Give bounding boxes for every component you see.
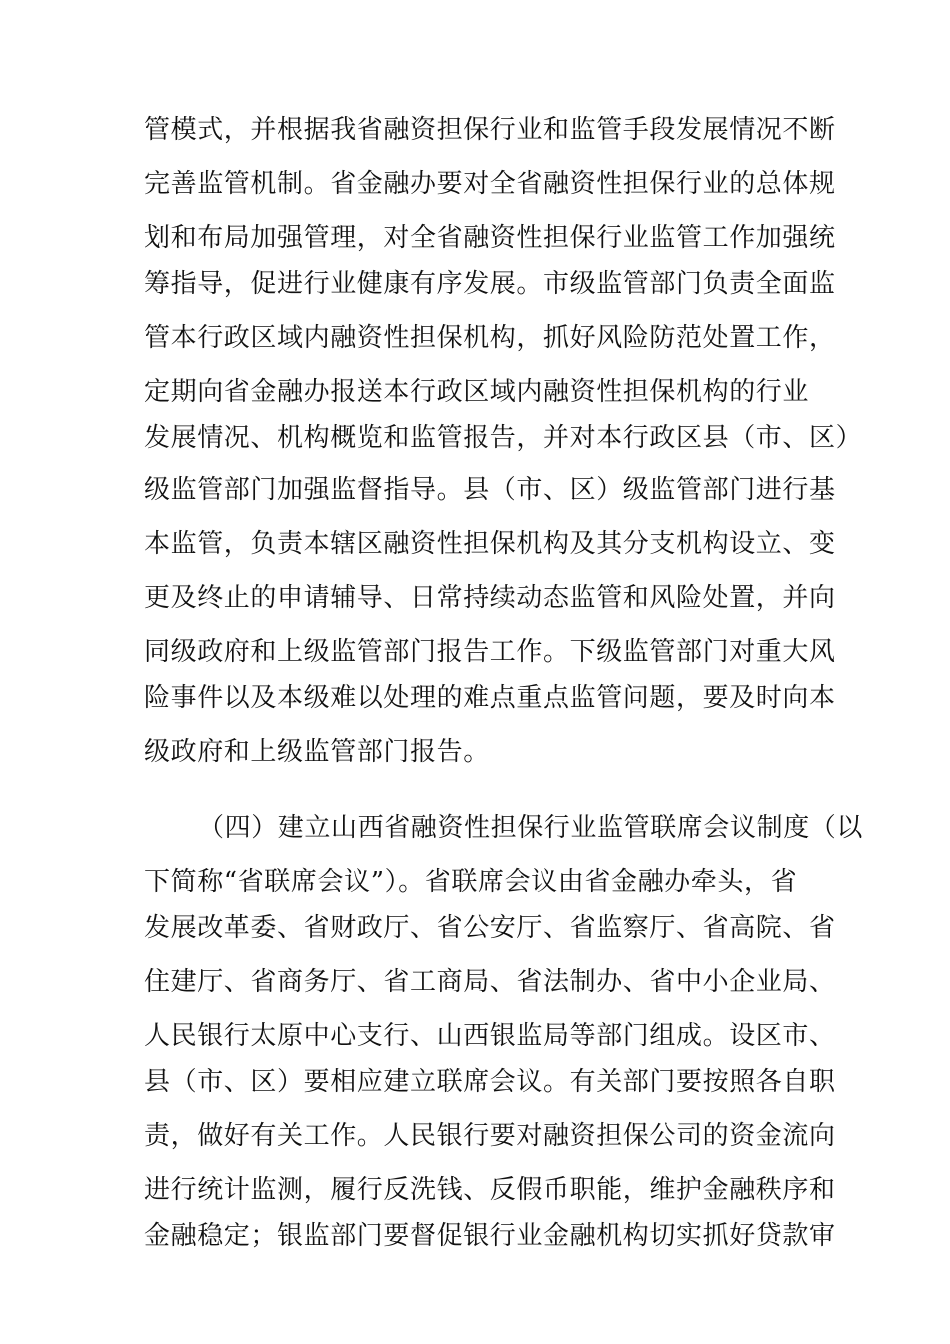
text-line: 管模式，并根据我省融资担保行业和监管手段发展情况不断: [144, 115, 836, 145]
text-line: 险事件以及本级难以处理的难点重点监管问题，要及时向本: [144, 683, 836, 713]
text-line: 责，做好有关工作。人民银行要对融资担保公司的资金流向: [144, 1121, 836, 1151]
text-line: 进行统计监测，履行反洗钱、反假币职能，维护金融秩序和: [144, 1175, 836, 1205]
text-line: 级政府和上级监管部门报告。: [144, 737, 490, 767]
text-line: 发展改革委、省财政厅、省公安厅、省监察厅、省高院、省: [144, 913, 836, 943]
text-line: 更及终止的申请辅导、日常持续动态监管和风险处置，并向: [144, 583, 836, 613]
text-line: 人民银行太原中心支行、山西银监局等部门组成。设区市、: [144, 1021, 836, 1051]
text-line: 发展情况、机构概览和监管报告，并对本行政区县（市、区）: [144, 423, 863, 453]
text-line: 完善监管机制。省金融办要对全省融资性担保行业的总体规: [144, 169, 836, 199]
text-line: （四）建立山西省融资性担保行业监管联席会议制度（以: [198, 813, 864, 843]
text-line: 级监管部门加强监督指导。县（市、区）级监管部门进行基: [144, 475, 836, 505]
text-line: 金融稳定；银监部门要督促银行业金融机构切实抓好贷款审: [144, 1221, 836, 1251]
text-line: 划和布局加强管理，对全省融资性担保行业监管工作加强统: [144, 223, 836, 253]
text-line: 筹指导，促进行业健康有序发展。市级监管部门负责全面监: [144, 269, 836, 299]
text-line: 同级政府和上级监管部门报告工作。下级监管部门对重大风: [144, 637, 836, 667]
text-line: 定期向省金融办报送本行政区域内融资性担保机构的行业: [144, 377, 810, 407]
text-line: 县（市、区）要相应建立联席会议。有关部门要按照各自职: [144, 1067, 836, 1097]
text-line: 管本行政区域内融资性担保机构，抓好风险防范处置工作，: [144, 323, 836, 353]
text-line: 住建厅、省商务厅、省工商局、省法制办、省中小企业局、: [144, 967, 836, 997]
text-line: 下简称“省联席会议”）。省联席会议由省金融办牵头，省: [144, 867, 798, 897]
text-line: 本监管，负责本辖区融资性担保机构及其分支机构设立、变: [144, 529, 836, 559]
